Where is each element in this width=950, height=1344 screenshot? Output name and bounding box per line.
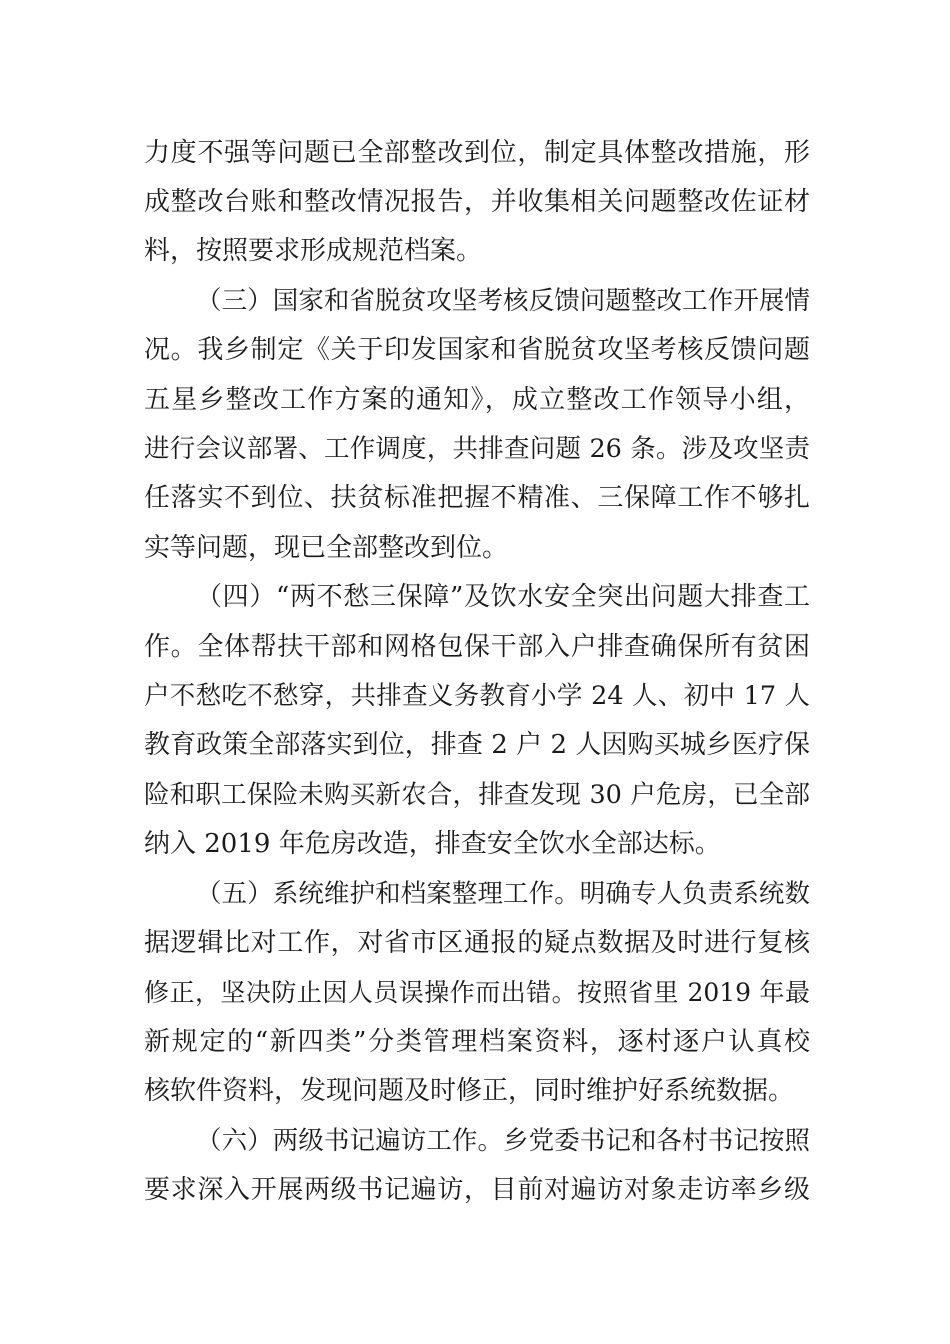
text-line-5: 况。我乡制定《关于印发国家和省脱贫攻坚考核反馈问题 (144, 335, 810, 365)
text-line-12: 户不愁吃不愁穿，共排查义务教育小学 24 人、初中 17 人 (144, 681, 810, 711)
text-line-10: （四）“两不愁三保障”及饮水安全突出问题大排查工 (196, 582, 810, 612)
text-line-21: （六）两级书记遍访工作。乡党委书记和各村书记按照 (196, 1126, 810, 1156)
text-line-13: 教育政策全部落实到位，排查 2 户 2 人因购买城乡医疗保 (144, 730, 810, 760)
text-line-8: 任落实不到位、扶贫标准把握不精准、三保障工作不够扎 (144, 483, 810, 513)
text-line-22: 要求深入开展两级书记遍访，目前对遍访对象走访率乡级 (144, 1175, 810, 1205)
text-line-6: 五星乡整改工作方案的通知》，成立整改工作领导小组， (144, 385, 810, 415)
text-line-18: 修正，坚决防止因人员误操作而出错。按照省里 2019 年最 (144, 978, 810, 1007)
text-line-19: 新规定的“新四类”分类管理档案资料，逐村逐户认真校 (144, 1027, 810, 1057)
text-line-11: 作。全体帮扶干部和网格包保干部入户排查确保所有贫困 (144, 632, 810, 662)
text-line-14: 险和职工保险未购买新农合，排查发现 30 户危房，已全部 (144, 780, 810, 810)
text-line-7: 进行会议部署、工作调度，共排查问题 26 条。涉及攻坚责 (144, 434, 810, 464)
text-line-9: 实等问题，现已全部整改到位。 (144, 533, 509, 563)
text-line-20: 核软件资料，发现问题及时修正，同时维护好系统数据。 (144, 1076, 795, 1106)
text-line-4: （三）国家和省脱贫攻坚考核反馈问题整改工作开展情 (196, 286, 810, 316)
text-line-17: 据逻辑比对工作，对省市区通报的疑点数据及时进行复核 (144, 928, 810, 958)
text-line-1: 力度不强等问题已全部整改到位，制定具体整改措施，形 (144, 138, 810, 168)
text-line-2: 成整改台账和整改情况报告，并收集相关问题整改佐证材 (144, 187, 810, 217)
text-line-16: （五）系统维护和档案整理工作。明确专人负责系统数 (196, 879, 810, 909)
text-line-3: 料，按照要求形成规范档案。 (144, 236, 483, 266)
text-line-15: 纳入 2019 年危房改造，排查安全饮水全部达标。 (144, 829, 721, 859)
